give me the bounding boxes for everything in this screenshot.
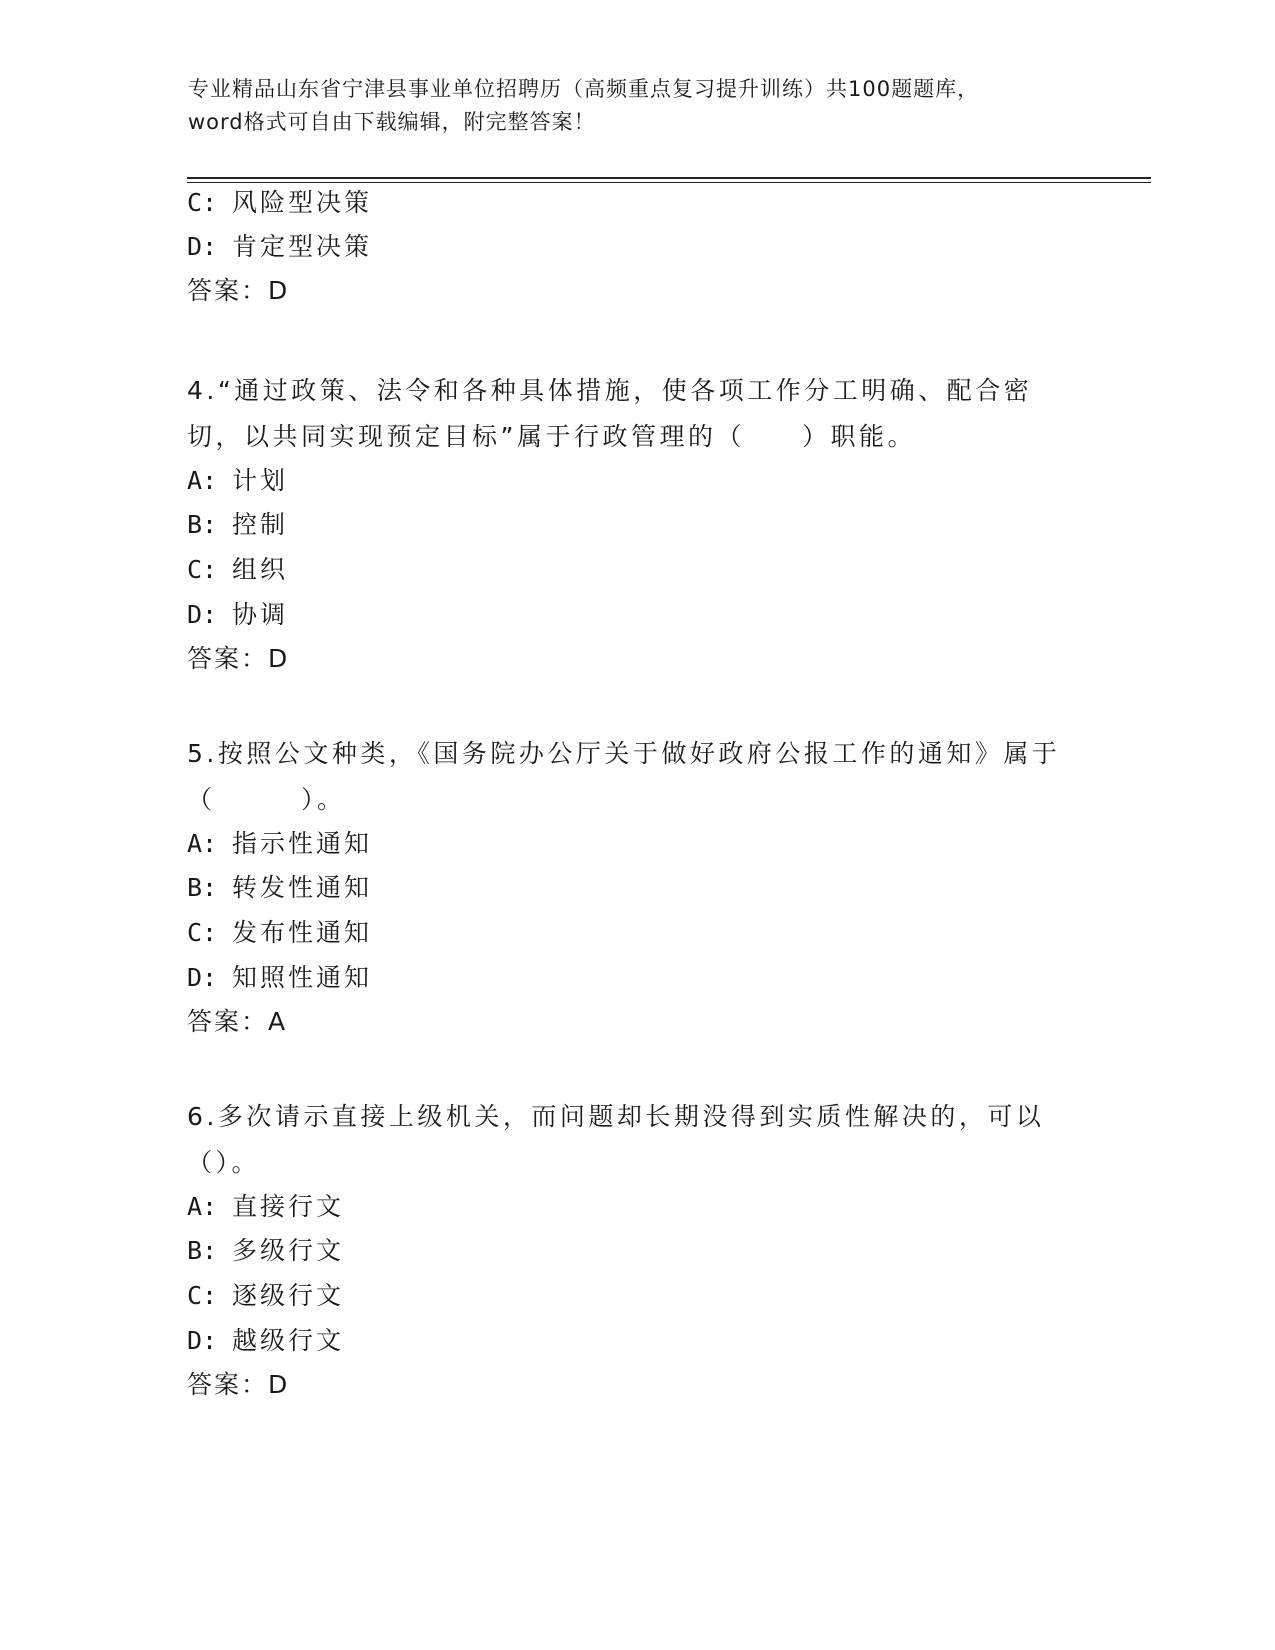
q3-option-c xyxy=(187,186,372,220)
option-text: 多级行文 xyxy=(232,1236,345,1265)
q5-option-b xyxy=(187,871,372,905)
q6-option-d xyxy=(187,1324,344,1358)
option-label: D: xyxy=(187,232,218,261)
q5-answer: 答案：A xyxy=(187,1007,288,1036)
q4-answer: 答案：D xyxy=(187,644,290,673)
q4-option-c xyxy=(187,553,288,587)
q4-option-a xyxy=(187,464,288,498)
q3-option-d xyxy=(187,230,372,264)
q3-answer: 答案：D xyxy=(187,276,290,305)
option-text: 直接行文 xyxy=(232,1192,345,1221)
option-text: 发布性通知 xyxy=(232,918,373,947)
option-text: 逐级行文 xyxy=(232,1281,345,1310)
q5-option-d xyxy=(187,961,372,995)
q4-option-d xyxy=(187,598,288,632)
q5-option-a xyxy=(187,827,372,861)
option-text: 肯定型决策 xyxy=(232,232,373,261)
q4-option-b xyxy=(187,508,288,542)
header-divider-thick xyxy=(187,177,1151,179)
option-label: B: xyxy=(187,873,218,902)
option-label: C: xyxy=(187,1281,218,1310)
option-label: C: xyxy=(187,918,218,947)
q5-stem: 5.按照公文种类，《国务院办公厅关于做好政府公报工作的通知》属于（ ）。 xyxy=(187,739,1061,814)
option-text: 组织 xyxy=(232,555,289,584)
option-text: 转发性通知 xyxy=(232,873,373,902)
option-text: 协调 xyxy=(232,600,289,629)
q6-stem: 6.多次请示直接上级机关，而问题却长期没得到实质性解决的，可以（）。 xyxy=(187,1102,1045,1177)
q6-option-c xyxy=(187,1279,344,1313)
option-label: D: xyxy=(187,600,218,629)
q5-option-c xyxy=(187,916,372,950)
option-text: 指示性通知 xyxy=(232,829,373,858)
q4-stem: 4.“通过政策、法令和各种具体措施，使各项工作分工明确、配合密切，以共同实现预定目标”属于行政管理的（ ）职能。 xyxy=(187,376,1033,451)
option-label: A: xyxy=(187,1192,218,1221)
q6-option-a xyxy=(187,1190,344,1224)
option-text: 风险型决策 xyxy=(232,188,373,217)
option-label: B: xyxy=(187,1236,218,1265)
option-text: 知照性通知 xyxy=(232,963,373,992)
option-label: A: xyxy=(187,466,218,495)
option-label: C: xyxy=(187,188,218,217)
header-title: 专业精品山东省宁津县事业单位招聘历（高频重点复习提升训练）共100题题库，word格式可自由下载编辑，附完整答案！ xyxy=(188,77,980,134)
option-label: D: xyxy=(187,963,218,992)
q6-answer: 答案：D xyxy=(187,1370,290,1399)
document-header xyxy=(188,73,1018,139)
q6-option-b xyxy=(187,1234,344,1268)
option-text: 越级行文 xyxy=(232,1326,345,1355)
header-divider-thin xyxy=(187,182,1151,183)
option-label: C: xyxy=(187,555,218,584)
option-label: A: xyxy=(187,829,218,858)
option-label: D: xyxy=(187,1326,218,1355)
option-text: 控制 xyxy=(232,510,289,539)
option-label: B: xyxy=(187,510,218,539)
option-text: 计划 xyxy=(232,466,289,495)
